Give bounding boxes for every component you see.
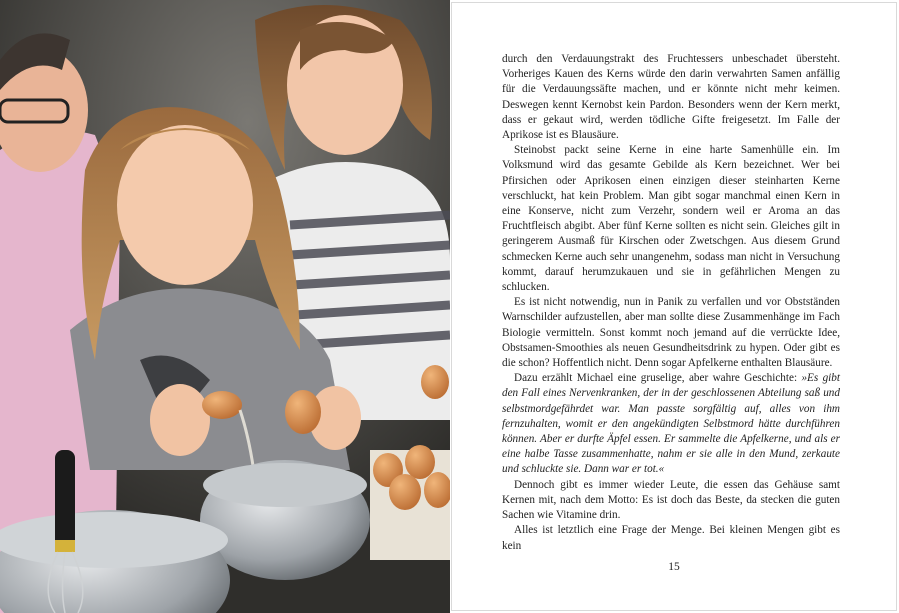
text-page [451, 2, 897, 611]
paragraph: Dennoch gibt es immer wieder Leute, die essen das Gehäuse samt Kernen mit, nach dem Motto: Es ist doch das Beste, da stecken die guten Sachen wie Vitamine drin. [502, 478, 840, 522]
paragraph: Steinobst packt seine Kerne in eine harte Samenhülle ein. Im Volksmund wird das gesamte Gebilde als Kern bezeichnet. Wer bei Pfirsichen oder Aprikosen einen einzigen dieser steinharten Kerne verschluckt, hat kein Problem. Man gibt sogar manchmal einen Kern in eine Konserve, nicht zum Verzehr, sondern weil er Aroma an das Fruchtfleisch abgibt. Aber fünf Kerne sollten es nicht sein. Gleiches gilt in geringerem Ausmaß für Kirschen oder Zwetschgen. Aus diesem Grund schmecken Kerne auch sehr unangenehm, sodass man nicht in Versuchung kommt, darauf herumzukauen und sie in gefährlichen Mengen zu schlucken. [502, 144, 840, 294]
paragraph: Alles ist letztlich eine Frage der Menge. Bei kleinen Mengen gibt es kein [502, 524, 840, 552]
body-text [502, 52, 840, 554]
page-number: 15 [668, 561, 680, 573]
paragraph: Es ist nicht notwendig, nun in Panik zu verfallen und vor Obstständen Warnschilder aufzustellen, aber man sollte diese Zusammenhänge im Fach Biologie vermitteln. Sonst kommt noch jemand auf die verrückte Idee, Obstsamen-Smoothies als neuen Gesundheitsdrink zu hypen. Oder gibt es die schon? Hoffentlich nicht. Denn sogar Apfelkerne enthalten Blausäure. [502, 296, 840, 370]
paragraph-lead: Dazu erzählt Michael eine gruselige, aber wahre Geschichte: [514, 372, 802, 385]
paragraph: durch den Verdauungstrakt des Fruchtessers unbeschadet übersteht. Vorheriges Kauen des Kerns würde den darin verwahrten Samen anfällig für die Verdauungssäfte machen, und er könnte nicht mehr keimen. Deswegen kennt Kernobst kein Pardon. Besonders wenn der Kern merkt, dass er gekaut wird, werden tödliche Gifte freigesetzt. Im Falle der Aprikose ist es Blausäure. [502, 53, 840, 142]
italic-quote: »Es gibt den Fall eines Nervenkranken, der in der geschlossenen Abteilung saß und selbstmordgefährdet war. Man passte sorgfältig auf, alles von ihm fernzuhalten, womit er den angekündigten Selbstmord hätte durchführen können. Aber er durfte Äpfel essen. Er sammelte die Apfelkerne, und als er eine halbe Tasse zusammenhatte, nahm er sie alle in den Mund, zerkaute und schluckte sie. Dann war er tot.« [502, 372, 840, 476]
paragraph-with-quote [502, 371, 840, 477]
